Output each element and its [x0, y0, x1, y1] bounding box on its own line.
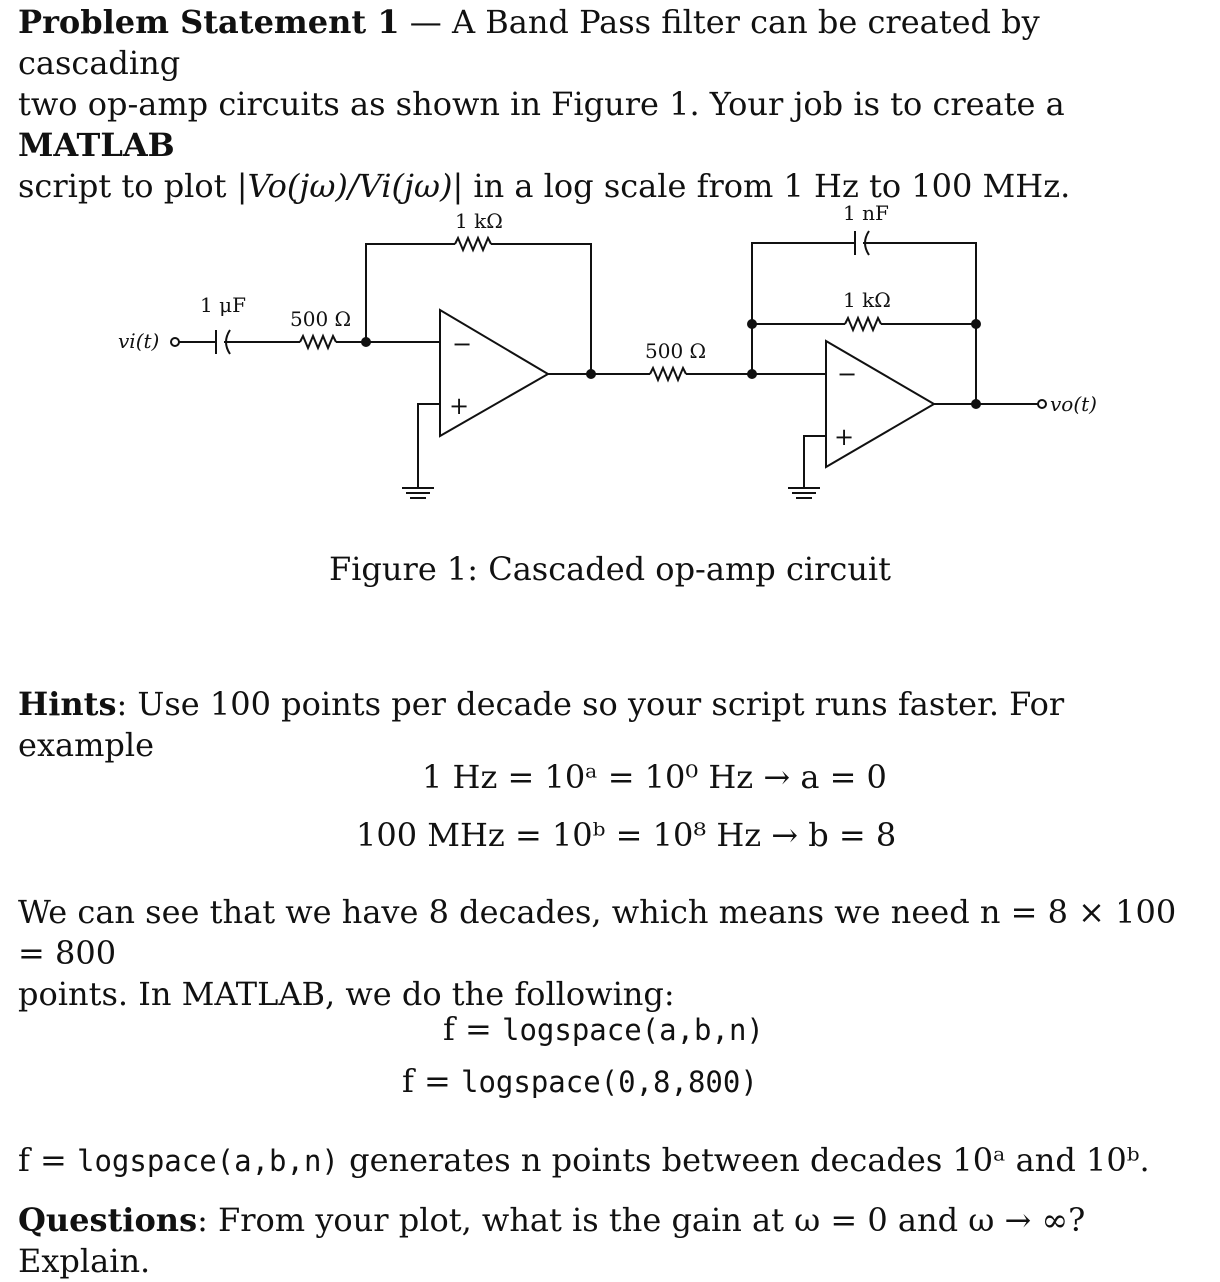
questions-paragraph: [18, 1200, 1203, 1282]
logspace-explanation: f = logspace(a,b,n) generates n points between decades 10ᵃ and 10ᵇ.: [18, 1141, 1150, 1179]
input-terminal: [171, 338, 179, 346]
hints-label: Hints: [18, 685, 117, 723]
r2-label: 500 Ω: [645, 339, 707, 363]
op-amp-1-plus: +: [449, 392, 470, 420]
output-label: vo(t): [1050, 392, 1097, 416]
figure-caption: Figure 1: Cascaded op-amp circuit: [328, 550, 892, 588]
hints-paragraph: [18, 684, 1203, 766]
resistor-rf2: [845, 318, 881, 330]
equation-2: 100 MHz = 10ᵇ = 10⁸ Hz → b = 8: [356, 816, 897, 854]
input-label: vi(t): [118, 329, 160, 353]
explain-code: logspace(a,b,n): [77, 1144, 339, 1178]
node-2: [587, 370, 595, 378]
decades-line-1: We can see that we have 8 decades, which means we need n = 8 × 100 = 800: [18, 893, 1177, 972]
problem-line1: A Band Pass filter can be created by cascading: [18, 3, 1040, 82]
decades-paragraph: [18, 892, 1203, 1015]
problem-line3-pre: script to plot: [18, 167, 227, 205]
questions-label: Questions: [18, 1201, 198, 1239]
decades-line-2: points. In MATLAB, we do the following:: [18, 975, 675, 1013]
explain-rest: generates n points between decades 10ᵃ and 10ᵇ.: [338, 1141, 1150, 1179]
circuit-diagram: [0, 0, 1220, 540]
ground-1: [402, 488, 434, 498]
code-logspace-abn: logspace(a,b,n): [502, 1013, 764, 1047]
op-amp-2-minus: −: [837, 360, 858, 388]
problem-line2: two op-amp circuits as shown in Figure 1. Your job is to create a: [18, 85, 1065, 123]
hints-text: : Use 100 points per decade so your script runs faster. For example: [18, 685, 1065, 764]
op-amp-2-plus: +: [834, 423, 855, 451]
r1-label: 500 Ω: [290, 307, 352, 331]
rf2-label: 1 kΩ: [843, 288, 891, 312]
cf2-label: 1 nF: [843, 201, 889, 225]
output-terminal: [1038, 400, 1046, 408]
equation-1: 1 Hz = 10ᵃ = 10⁰ Hz → a = 0: [422, 758, 887, 796]
ground-2: [788, 488, 820, 498]
node-5: [972, 320, 980, 328]
code-line-1: f = logspace(a,b,n): [443, 1010, 764, 1048]
resistor-r2: [650, 368, 686, 380]
problem-dash: —: [409, 3, 442, 41]
node-6: [972, 400, 980, 408]
resistor-rf1: [455, 238, 491, 250]
questions-text: : From your plot, what is the gain at ω = 0 and ω → ∞? Explain.: [18, 1201, 1086, 1280]
rf1-label: 1 kΩ: [455, 209, 503, 233]
problem-heading: Problem Statement 1: [18, 3, 400, 41]
problem-line3-post: in a log scale from 1 Hz to 100 MHz.: [473, 167, 1071, 205]
code-logspace-values: logspace(0,8,800): [461, 1065, 758, 1099]
op-amp-1-minus: −: [452, 330, 473, 358]
c1-label: 1 μF: [200, 293, 246, 317]
matlab-word: MATLAB: [18, 126, 175, 164]
transfer-function-expr: |Vo(jω)/Vi(jω)|: [236, 167, 464, 205]
code-line-2: f = logspace(0,8,800): [402, 1062, 758, 1100]
resistor-r1: [300, 336, 336, 348]
node-4: [748, 320, 756, 328]
